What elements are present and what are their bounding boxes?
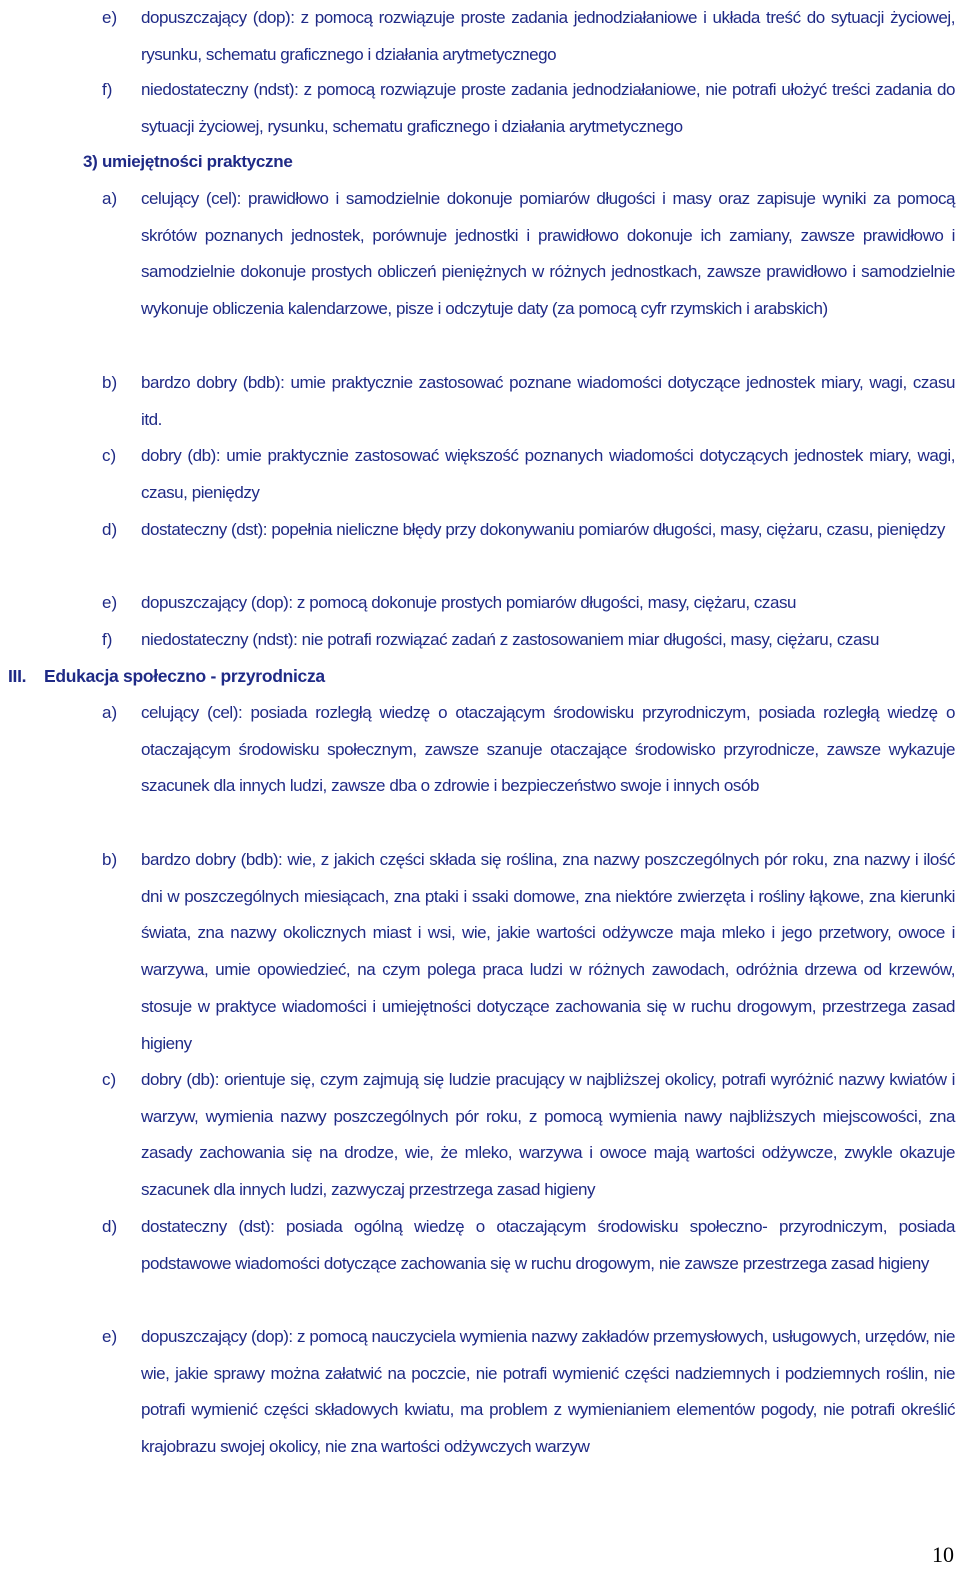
list-item-text: niedostateczny (ndst): z pomocą rozwiązuje proste zadania jednodziałaniowe, nie potrafi ułożyć treści zadania do sytuacji życiowej, rysunku, schematu graficznego i działania arytmetycznego bbox=[141, 80, 955, 136]
list-item-text: dobry (db): umie praktycznie zastosować większość poznanych wiadomości dotyczących jednostek miary, wagi, czasu, pieniędzy bbox=[141, 446, 955, 502]
list-item-text: dostateczny (dst): posiada ogólną wiedzę o otaczającym środowisku społeczno- przyrodniczym, posiada podstawowe wiadomości dotyczące zachowania się w ruchu drogowym, nie zawsze przestrzega zasad higieny bbox=[141, 1217, 955, 1273]
list-item-label: f) bbox=[102, 630, 113, 649]
list-item-label: e) bbox=[102, 8, 118, 27]
list-item-label: c) bbox=[102, 446, 117, 465]
list-item-text: bardzo dobry (bdb): wie, z jakich części składa się roślina, zna nazwy poszczególnych pór roku, zna nazwy i ilość dni w poszczególnych miesiącach, zna ptaki i ssaki domowe, zna niektóre zwierzęta i rośliny łąkowe, zna kierunki świata, zna nazwy okolicznych miast i wsi, wie, jakie wartości odżywcze maja mleko i jego przetwory, owoce i warzywa, umie opowiedzieć, na czym polega praca ludzi w różnych zawodach, odróżnia drzewa od krzewów, stosuje w praktyce wiadomości i umiejętności dotyczące zachowania się w ruchu drogowym, przestrzega zasad higieny bbox=[141, 850, 955, 1053]
list-item-label: d) bbox=[102, 1217, 118, 1236]
page-number: 10 bbox=[932, 1542, 954, 1567]
section-title: Edukacja społeczno - przyrodnicza bbox=[44, 666, 325, 686]
list-item-text: dostateczny (dst): popełnia nieliczne błędy przy dokonywaniu pomiarów długości, masy, ciężaru, czasu, pieniędzy bbox=[141, 520, 945, 539]
list-item-text: dobry (db): orientuje się, czym zajmują się ludzie pracujący w najbliższej okolicy, potrafi wyróżnić nazwy kwiatów i warzyw, wymienia nazwy poszczególnych pór roku, z pomocą wymienia nawy najbliższych miejscowości, zna zasady zachowania się na drodze, wie, że mleko, warzywa i owoce mają wartości odżywcze, zwykle okazuje szacunek dla innych ludzi, zazwyczaj przestrzega zasad higieny bbox=[141, 1070, 955, 1200]
list-item-text: celujący (cel): prawidłowo i samodzielnie dokonuje pomiarów długości i masy oraz zapisuje wyniki za pomocą skrótów poznanych jednostek, porównuje jednostki i prawidłowo dokonuje ich zamiany, zawsze prawidłowo i samodzielnie dokonuje prostych obliczeń pieniężnych w różnych jednostkach, zawsze prawidłowo i samodzielnie wykonuje obliczenia kalendarzowe, pisze i odczytuje daty (za pomocą cyfr rzymskich i arabskich) bbox=[141, 189, 955, 319]
list-item-label: e) bbox=[102, 593, 118, 612]
subsection-heading: 3) umiejętności praktyczne bbox=[83, 152, 293, 171]
list-item-label: e) bbox=[102, 1327, 118, 1346]
list-item-label: a) bbox=[102, 703, 118, 722]
list-item-text: bardzo dobry (bdb): umie praktycznie zastosować poznane wiadomości dotyczące jednostek miary, wagi, czasu itd. bbox=[141, 373, 955, 429]
list-item-label: f) bbox=[102, 80, 113, 99]
list-item-text: dopuszczający (dop): z pomocą rozwiązuje proste zadania jednodziałaniowe i układa treść do sytuacji życiowej, rysunku, schematu graficznego i działania arytmetycznego bbox=[141, 8, 955, 64]
list-item-label: b) bbox=[102, 850, 118, 869]
list-item-text: dopuszczający (dop): z pomocą nauczyciela wymienia nazwy zakładów przemysłowych, usługowych, urzędów, nie wie, jakie sprawy można załatwić na poczcie, nie potrafi wymienić części nadziemnych i podziemnych roślin, nie potrafi wymienić części składowych kwiatu, ma problem z wymienianiem elementów pogody, nie potrafi określić krajobrazu swojej okolicy, nie zna wartości odżywczych warzyw bbox=[141, 1327, 955, 1457]
list-item-text: dopuszczający (dop): z pomocą dokonuje prostych pomiarów długości, masy, ciężaru, czasu bbox=[141, 593, 797, 612]
section-heading bbox=[8, 658, 325, 695]
section-number: III. bbox=[8, 666, 27, 686]
list-item-label: c) bbox=[102, 1070, 117, 1089]
list-item-label: b) bbox=[102, 373, 118, 392]
list-item-label: a) bbox=[102, 189, 118, 208]
list-item-text: niedostateczny (ndst): nie potrafi rozwiązać zadań z zastosowaniem miar długości, masy, ciężaru, czasu bbox=[141, 630, 880, 649]
list-item-text: celujący (cel): posiada rozległą wiedzę o otaczającym środowisku przyrodniczym, posiada rozległą wiedzę o otaczającym środowisku społecznym, zawsze szanuje otaczające środowisko przyrodnicze, zawsze wykazuje szacunek dla innych ludzi, zawsze dba o zdrowie i bezpieczeństwo swoje i innych osób bbox=[141, 703, 955, 796]
list-item-label: d) bbox=[102, 520, 118, 539]
